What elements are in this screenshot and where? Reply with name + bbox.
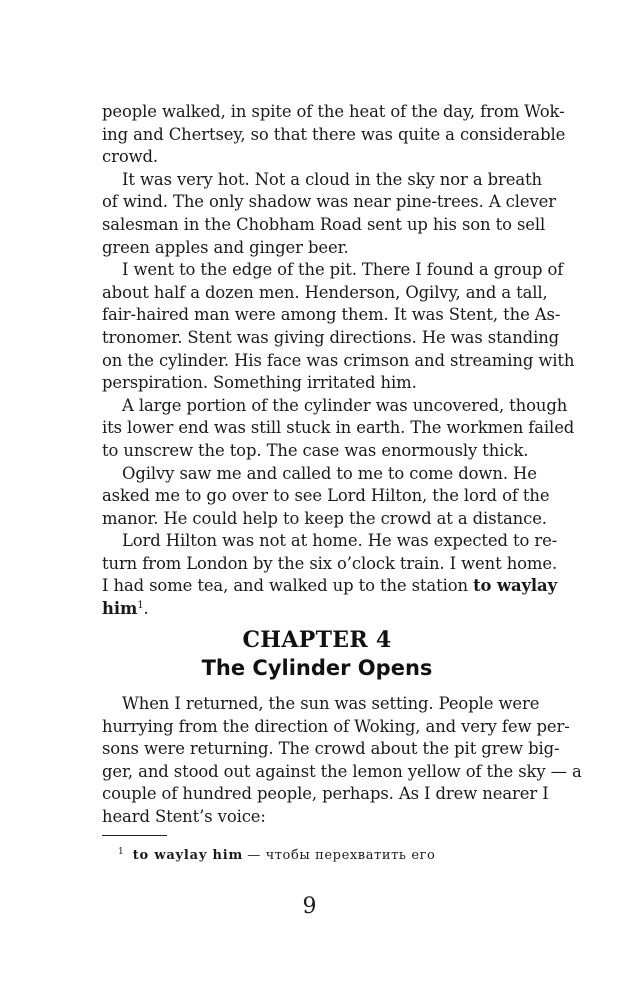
line-text: Lord Hilton was not at home. He was expected to re-	[122, 531, 558, 551]
line-text: A large portion of the cylinder was uncovered, though	[122, 395, 568, 415]
line-text: heard Stent’s voice:	[102, 806, 266, 826]
text-line	[102, 327, 560, 350]
line-text: I went to the edge of the pit. There I found a group of	[122, 260, 564, 280]
footnote	[118, 847, 435, 865]
text-line	[102, 101, 565, 124]
line-text: of wind. The only shadow was near pine-trees. A clever	[102, 192, 557, 212]
line-text: green apples and ginger beer.	[102, 237, 349, 257]
chapter-number: CHAPTER 4	[242, 627, 392, 653]
text-line	[102, 417, 575, 440]
bold-phrase: him	[102, 599, 138, 619]
chapter-title: The Cylinder Opens	[201, 656, 433, 680]
text-line	[102, 237, 532, 260]
line-text: When I returned, the sun was setting. People were	[122, 694, 540, 713]
footnote-definition: — чтобы перехватить его	[247, 848, 436, 863]
text-line	[102, 169, 542, 192]
text-line	[102, 553, 558, 576]
body-text	[102, 101, 575, 621]
line-text: I had some tea, and walked up to the station	[102, 576, 468, 596]
text-line	[102, 463, 537, 486]
text-line	[102, 575, 557, 598]
text-line	[102, 191, 557, 214]
line-text: ing and Chertsey, so that there was quite a considerable	[102, 124, 566, 144]
text-line	[102, 806, 532, 829]
line-text: hurrying from the direction of Woking, and very few per-	[102, 716, 570, 736]
line-text: to unscrew the top. The case was enormously thick.	[102, 440, 529, 460]
footnote-marker: 1	[118, 847, 124, 857]
line-text: on the cylinder. His face was crimson and streaming with	[102, 350, 575, 370]
line-text: sons were returning. The crowd about the pit grew big-	[102, 739, 560, 759]
text-line	[102, 716, 570, 739]
text-line	[102, 350, 575, 373]
footnote-ref: 1	[137, 600, 144, 612]
line-text: It was very hot. Not a cloud in the sky nor a breath	[122, 169, 542, 189]
text-line	[102, 693, 540, 716]
text-line	[102, 124, 566, 147]
line-text: turn from London by the six o’clock train. I went home.	[102, 553, 558, 573]
text-line	[102, 282, 548, 305]
text-line	[102, 304, 561, 327]
line-text: ger, and stood out against the lemon yellow of the sky — a	[102, 761, 582, 781]
text-line	[102, 530, 558, 553]
line-text: people walked, in spite of the heat of the day, from Wok-	[102, 102, 565, 121]
text-line	[102, 598, 532, 621]
chapter-text	[102, 693, 582, 829]
page-number: 9	[302, 894, 317, 919]
line-text: about half a dozen men. Henderson, Ogilvy, and a tall,	[102, 282, 548, 302]
footnote-term: to waylay him	[132, 848, 244, 863]
line-text: its lower end was still stuck in earth. The workmen failed	[102, 418, 575, 438]
line-text: fair-haired man were among them. It was Stent, the As-	[102, 305, 561, 325]
text-line	[102, 761, 582, 784]
text-line	[102, 146, 532, 169]
line-text: tronomer. Stent was giving directions. He was standing	[102, 327, 560, 347]
footnote-divider	[102, 835, 167, 836]
line-text: perspiration. Something irritated him.	[102, 373, 417, 393]
text-line	[102, 738, 560, 761]
text-line	[102, 259, 564, 282]
line-text: Ogilvy saw me and called to me to come down. He	[122, 463, 537, 483]
line-text: couple of hundred people, perhaps. As I drew nearer I	[102, 784, 549, 804]
line-text: salesman in the Chobham Road sent up his son to sell	[102, 214, 546, 234]
line-text: .	[143, 599, 149, 619]
text-line	[102, 508, 547, 531]
line-text: manor. He could help to keep the crowd at a distance.	[102, 508, 547, 528]
text-line	[102, 214, 546, 237]
line-text: crowd.	[102, 147, 159, 167]
text-line	[102, 783, 549, 806]
text-line	[102, 395, 568, 418]
text-line	[102, 440, 532, 463]
line-text: asked me to go over to see Lord Hilton, the lord of the	[102, 486, 550, 506]
text-line	[102, 485, 550, 508]
bold-phrase: to waylay	[473, 576, 557, 596]
text-line	[102, 372, 532, 395]
